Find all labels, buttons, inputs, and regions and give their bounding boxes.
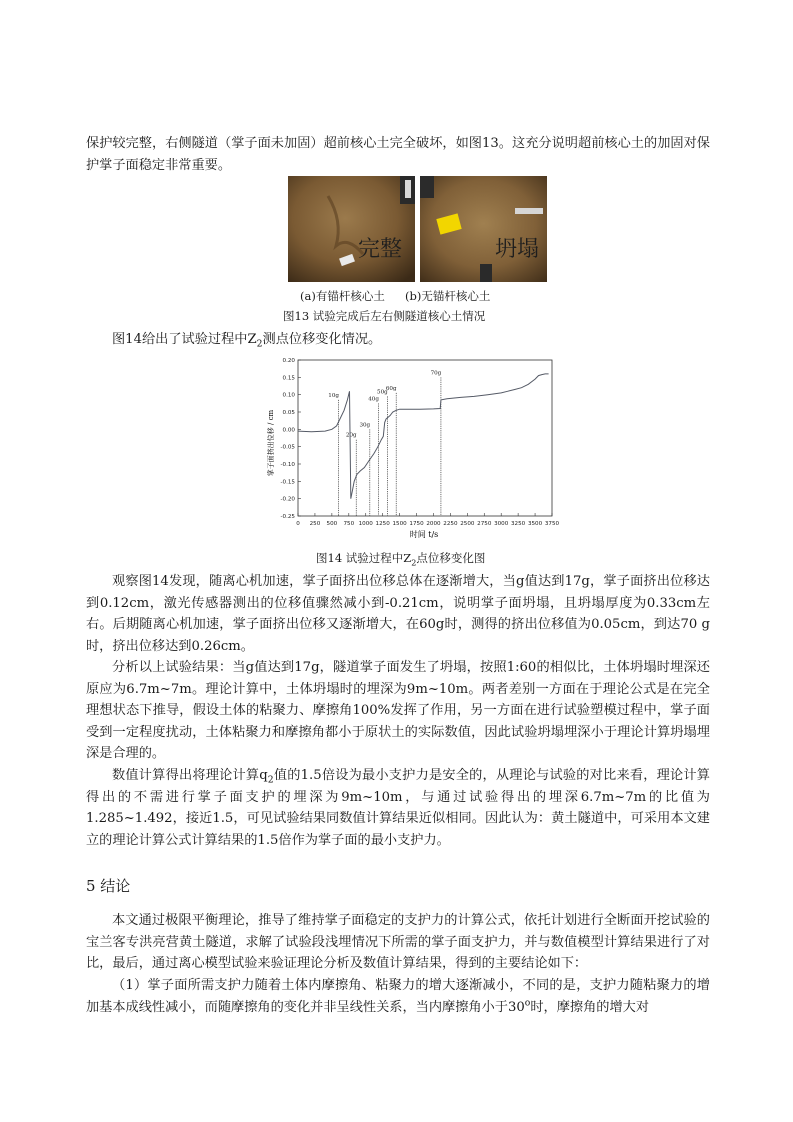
fig14-intro-text: 图14给出了试验过程中Z — [112, 332, 257, 347]
item1-superscript: o — [524, 997, 531, 1009]
x-tick-label: 750 — [343, 521, 355, 527]
x-tick-label: 0 — [296, 521, 300, 527]
numeric-subscript: 2 — [267, 774, 274, 786]
fig13-caption: 图13 试验完成后左右侧隧道核心土情况 — [283, 309, 486, 323]
photo-collapsed-image — [420, 176, 547, 282]
fig14-intro-text-end: 测点位移变化情况。 — [262, 332, 382, 347]
section-heading: 5 结论 — [86, 877, 131, 895]
paragraph-numeric — [86, 765, 710, 851]
y-tick-label: 0.05 — [282, 410, 295, 416]
x-tick-label: 2500 — [460, 521, 475, 527]
fig14-caption-text-end: 点位移变化图 — [416, 551, 486, 565]
x-tick-label: 3000 — [494, 521, 509, 527]
y-tick-label: 0.10 — [282, 392, 295, 399]
x-tick-label: 1750 — [409, 521, 424, 527]
fig14-caption — [316, 551, 486, 568]
acceleration-marker-label: 70g — [430, 370, 442, 377]
chart-marks — [298, 370, 549, 516]
x-tick-label: 1000 — [358, 521, 373, 527]
numeric-text-end: 值的1.5倍设为最小支护力是安全的，从理论与试验的对比来看，理论计算得出的不需进行掌子面支护的埋深为9m~10m，与通过试验得出的埋深6.7m~7m的比值为1.285~1.492，接近1.5，可见试验结果同数值计算结果近似相同。因此认为：黄土隧道中，可采用本文建立的理论计算公式计算结果的1.5倍作为掌子面的最小支护力。 — [86, 768, 710, 848]
x-tick-label: 1500 — [392, 521, 407, 527]
item1-text: （1）掌子面所需支护力随着土体内摩擦角、粘聚力的增大逐渐减小，不同的是，支护力随粘聚力的增加基本成线性减小，而随摩擦角的变化并非呈线性关系，当内摩擦角小于30 — [86, 978, 710, 1015]
plot-frame — [298, 360, 552, 516]
fig14-caption-text: 图14 试验过程中Z — [316, 551, 412, 565]
y-tick-label: 0.15 — [282, 375, 295, 382]
x-tick-label: 2750 — [477, 521, 492, 527]
y-tick-label: 0.00 — [282, 427, 295, 434]
x-tick-label: 3750 — [544, 521, 560, 527]
y-tick-label: -0.25 — [280, 514, 295, 520]
acceleration-marker-label: 50g — [377, 389, 388, 396]
acceleration-marker-label: 40g — [368, 396, 379, 403]
acceleration-marker-label: 30g — [359, 422, 371, 429]
fig13-subcaption-a: (a)有锚杆核心土 — [300, 289, 385, 303]
photo-collapsed-core — [420, 176, 547, 282]
fig13-subcaption-b: (b)无锚杆核心土 — [405, 289, 491, 303]
x-tick-label: 250 — [309, 521, 321, 527]
x-tick-label: 3250 — [511, 521, 526, 527]
numeric-text: 数值计算得出将理论计算q — [112, 768, 268, 783]
chart-xlabel: 时间 t/s — [409, 530, 439, 539]
fig14-caption-subscript: 2 — [411, 558, 417, 568]
x-tick-label: 1250 — [375, 521, 390, 527]
photo-intact-core — [288, 176, 415, 282]
photo-label-intact: 完整 — [358, 237, 403, 262]
x-tick-label: 2250 — [443, 521, 458, 527]
y-tick-label: 0.20 — [282, 358, 295, 364]
x-tick-label: 3500 — [527, 521, 543, 527]
paragraph-fig14-intro — [86, 329, 710, 351]
displacement-chart — [262, 352, 562, 540]
y-tick-label: -0.20 — [280, 496, 295, 503]
y-tick-label: -0.05 — [280, 444, 295, 451]
paragraph-item1 — [86, 975, 710, 1018]
fig14-intro-subscript: 2 — [256, 338, 263, 350]
acceleration-marker-label: 60g — [385, 385, 397, 392]
acceleration-marker-label: 20g — [345, 432, 357, 439]
paragraph-conclusion: 本文通过极限平衡理论，推导了维持掌子面稳定的支护力的计算公式，依托计划进行全断面开挖试验的宝兰客专洪亮营黄土隧道，求解了试验段浅埋情况下所需的掌子面支护力，并与数值模型计算结果进行了对比，最后，通过离心模型试验来验证理论分析及数值计算结果，得到的主要结论如下： — [86, 913, 710, 972]
chart-ylabel: 掌子面挤出位移 / cm — [267, 409, 275, 477]
y-tick-label: -0.15 — [280, 479, 295, 486]
photo-label-collapsed: 坍塌 — [495, 237, 540, 262]
acceleration-marker-label: 10g — [328, 392, 339, 399]
x-tick-label: 500 — [326, 521, 338, 527]
paragraph-observe: 观察图14发现，随离心机加速，掌子面挤出位移总体在逐渐增大，当g值达到17g，掌子面挤出位移达到0.12cm，激光传感器测出的位移值骤然减小到-0.21cm，说明掌子面坍塌，且坍塌厚度为0.33cm左右。后期随离心机加速，掌子面挤出位移又逐渐增大，在60g时，测得的挤出位移值为0.05cm，到达70 g时，挤出位移达到0.26cm。 — [86, 574, 710, 654]
item1-text-end: 时，摩擦角的增大对 — [530, 999, 650, 1015]
y-tick-label: -0.10 — [280, 462, 295, 468]
paragraph-analysis: 分析以上试验结果：当g值达到17g，隧道掌子面发生了坍塌，按照1:60的相似比，土体坍塌时埋深还原应为6.7m~7m。理论计算中，土体坍塌时的埋深为9m~10m。两者差别一方面在于理论公式是在完全理想状态下推导，假设土体的粘聚力、摩擦角100%发挥了作用，另一方面在进行试验塑模过程中，掌子面受到一定程度扰动，土体粘聚力和摩擦角都小于原状土的实际数值，因此试验坍塌埋深小于理论计算坍塌埋深是合理的。 — [86, 660, 710, 762]
chart-axes — [281, 358, 560, 527]
x-tick-label: 2000 — [426, 521, 441, 527]
photo-intact-image — [288, 176, 415, 282]
paragraph-p1: 保护较完整，右侧隧道（掌子面未加固）超前核心土完全破坏，如图13。这充分说明超前核心土的加固对保护掌子面稳定非常重要。 — [86, 136, 710, 173]
